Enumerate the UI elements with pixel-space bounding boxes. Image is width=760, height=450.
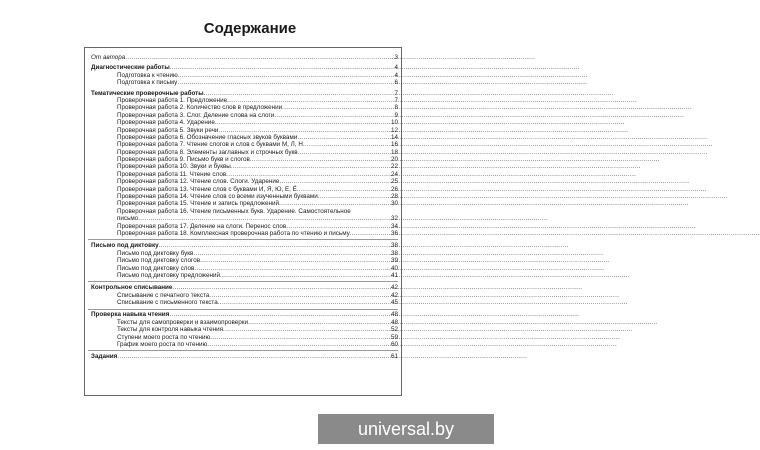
toc-page-number: 9 [394,111,398,119]
toc-entry-text: Ступени моего роста по чтению [117,333,211,341]
toc-page-number: 6 [394,79,398,87]
toc-entry-text: Проверочная работа 1. Предложение [117,96,228,104]
toc-entry[interactable] [91,149,398,156]
dot-leader [178,72,394,79]
toc-section-reading-check[interactable] [91,312,398,319]
toc-page-number: 8 [394,104,398,112]
toc-page-number: 48 [390,318,398,326]
dot-leader [125,54,393,61]
toc-page-number: 12 [390,126,398,134]
dot-leader [318,193,390,200]
toc-entry-text: Проверочная работа 11. Чтение слов [117,170,227,178]
dot-leader [303,141,390,148]
toc-entry-text: Проверочная работа 15. Чтение и запись предложений [117,200,280,208]
toc-page-number: 39 [390,257,398,265]
section-divider [88,309,398,310]
toc-entry[interactable] [91,127,398,134]
toc-page-number: 20 [390,156,398,164]
toc-entry-text: Проверочная работа 5. Звуки речи [117,126,219,134]
toc-page-number: 59 [390,333,398,341]
dot-leader [218,299,390,306]
dot-leader [200,257,390,264]
toc-page-number: 4 [394,64,398,72]
toc-entry-text: От автора [91,53,126,61]
toc-section-title: Контрольное списывание [91,284,173,292]
toc-entry[interactable] [91,265,398,272]
toc-page-number: 16 [390,141,398,149]
section-divider [88,239,398,240]
dot-leader [193,250,390,257]
dot-leader [169,311,390,318]
dot-leader [279,178,390,185]
toc-entry-text: Проверочная работа 14. Чтение слов со всеми изученными буквами [117,193,318,201]
dot-leader [218,127,390,134]
dot-leader [172,284,390,291]
toc-page-number: 52 [390,326,398,334]
toc-page-number: 30 [390,200,398,208]
toc-page-number: 14 [390,133,398,141]
toc-page-number: 42 [390,291,398,299]
toc-entry[interactable] [91,119,398,126]
dot-leader [279,200,390,207]
toc-entry-text: Проверочная работа 9. Письмо букв и слогов [117,156,250,164]
toc-entry-text: График моего роста по чтению [117,341,208,349]
watermark-label: universal.by [318,414,494,444]
toc-entry[interactable] [91,341,398,348]
toc-page-number: 60 [390,341,398,349]
toc-entry-intro[interactable] [91,54,398,61]
toc-entry-text: Проверочная работа 6. Обозначение гласных звуков буквами [117,133,298,141]
dot-leader [177,79,393,86]
dot-leader [231,163,390,170]
toc-section-tasks[interactable] [91,353,398,360]
toc-entry[interactable] [91,186,398,193]
dot-leader [117,353,390,360]
dot-leader [297,186,390,193]
page-title: Содержание [203,20,297,37]
toc-entry[interactable] [91,319,398,326]
toc-page-number: 22 [390,163,398,171]
dot-leader [220,272,390,279]
toc-page-number: 10 [390,119,398,127]
toc-entry[interactable] [91,230,398,237]
dot-leader [207,341,390,348]
toc-page-number: 28 [390,193,398,201]
toc-entry[interactable] [91,141,398,148]
dot-leader [297,134,390,141]
dot-leader [194,265,390,272]
section-divider [88,350,398,351]
toc-entry-text: Письмо под диктовку слов [117,264,195,272]
toc-page-number: 3 [394,53,398,61]
toc-entry-text: письмо [117,215,139,223]
toc-entry[interactable] [91,326,398,333]
toc-entry-text: Списывание с печатного текста [117,291,210,299]
toc-section-thematic[interactable] [91,90,398,97]
toc-page-number: 61 [390,353,398,361]
toc-page-number: 42 [390,284,398,292]
dot-leader [210,334,390,341]
toc-entry[interactable] [91,272,398,279]
toc-section-title: Проверка навыка чтения [91,311,170,319]
toc-entry-text: Проверочная работа 4. Ударение [117,119,215,127]
toc-page-number: 24 [390,170,398,178]
toc-page-number: 4 [394,71,398,79]
toc-page-number: 48 [390,311,398,319]
toc-entry-text: Списывание с письменного текста [117,299,218,307]
dot-leader [215,119,390,126]
toc-entry[interactable] [91,178,398,185]
section-divider [88,281,398,282]
dot-leader [286,223,390,230]
toc-page-number: 26 [390,185,398,193]
toc-section-diagnostic[interactable] [91,64,398,71]
toc-section-copying[interactable] [91,284,398,291]
toc-entry-text: Письмо под диктовку предложений [117,271,221,279]
toc-page-number: 40 [390,264,398,272]
toc-page-number: 32 [390,215,398,223]
toc-entry[interactable] [91,299,398,306]
toc-entry[interactable] [91,223,398,230]
toc-entry-text: Тексты для самопроверки и взаимопроверки [117,318,249,326]
toc-entry-text: Проверочная работа 17. Деление на слоги. Перенос слов [117,222,287,230]
toc-entry[interactable] [91,292,398,299]
dot-leader [282,104,393,111]
toc-entry[interactable] [91,215,398,222]
toc-entry-text: Подготовка к чтению [117,71,178,79]
toc-entry[interactable] [91,257,398,264]
dot-leader [350,230,390,237]
toc-page-number: 38 [390,249,398,257]
toc-entry-text: Письмо под диктовку слогов [117,257,201,265]
toc-page-number: 38 [390,242,398,250]
toc-page-number: 34 [390,222,398,230]
toc-entry[interactable] [91,200,398,207]
dot-leader [138,215,390,222]
toc-entry-text: Проверочная работа 2. Количество слов в предложении [117,104,283,112]
dot-leader [159,242,390,249]
toc-box [84,47,402,396]
toc-section-title: Тематические проверочные работы [91,89,204,97]
toc-page-number: 25 [390,178,398,186]
toc-page-number: 18 [390,148,398,156]
toc-entry[interactable] [91,72,398,79]
toc-entry[interactable] [91,163,398,170]
toc-entry-text: Подготовка к письму [117,79,178,87]
dot-leader [274,112,393,119]
toc-page-number: 36 [390,229,398,237]
toc-entry[interactable] [91,79,398,86]
dot-leader [248,319,390,326]
toc-entry[interactable] [91,104,398,111]
toc-page-number: 45 [390,299,398,307]
toc-entry-text: Письмо под диктовку букв [117,249,194,257]
toc-section-dictation[interactable] [91,242,398,249]
dot-leader [204,90,394,97]
dot-leader [223,326,390,333]
toc-entry-text: Проверочная работа 3. Слог. Деление слова на слоги [117,111,275,119]
toc-section-title: Диагностические работы [91,64,170,72]
toc-section-title: Письмо под диктовку [91,242,159,250]
toc-entry-text: Проверочная работа 8. Элементы заглавных и строчных букв [117,148,298,156]
toc-entry-text: Проверочная работа 7. Чтение слогов и слов с буквами М, Л, Н [117,141,303,149]
toc-entry-text: Проверочная работа 10. Звуки и буквы [117,163,231,171]
dot-leader [209,292,390,299]
dot-leader [170,64,394,71]
toc-entry[interactable] [91,334,398,341]
toc-page-number: 7 [394,89,398,97]
toc-entry-text: Тексты для контроля навыка чтения [117,326,224,334]
toc-entry-text[interactable]: Проверочная работа 16. Чтение письменных букв. Ударение. Самостоятельное [117,207,351,215]
dot-leader [298,149,390,156]
toc-section-title: Задания [91,353,118,361]
toc-entry[interactable] [91,250,398,257]
toc-entry-text: Проверочная работа 12. Чтение слов. Слоги. Ударение [117,178,280,186]
toc-entry-text: Проверочная работа 18. Комплексная проверочная работа по чтению и письму [117,229,350,237]
toc-entry-text: Проверочная работа 13. Чтение слов с буквами И, Я, Ю, Е, Ё [117,185,297,193]
toc-page-number: 41 [390,271,398,279]
dot-leader [250,156,390,163]
toc-page-number: 7 [394,96,398,104]
